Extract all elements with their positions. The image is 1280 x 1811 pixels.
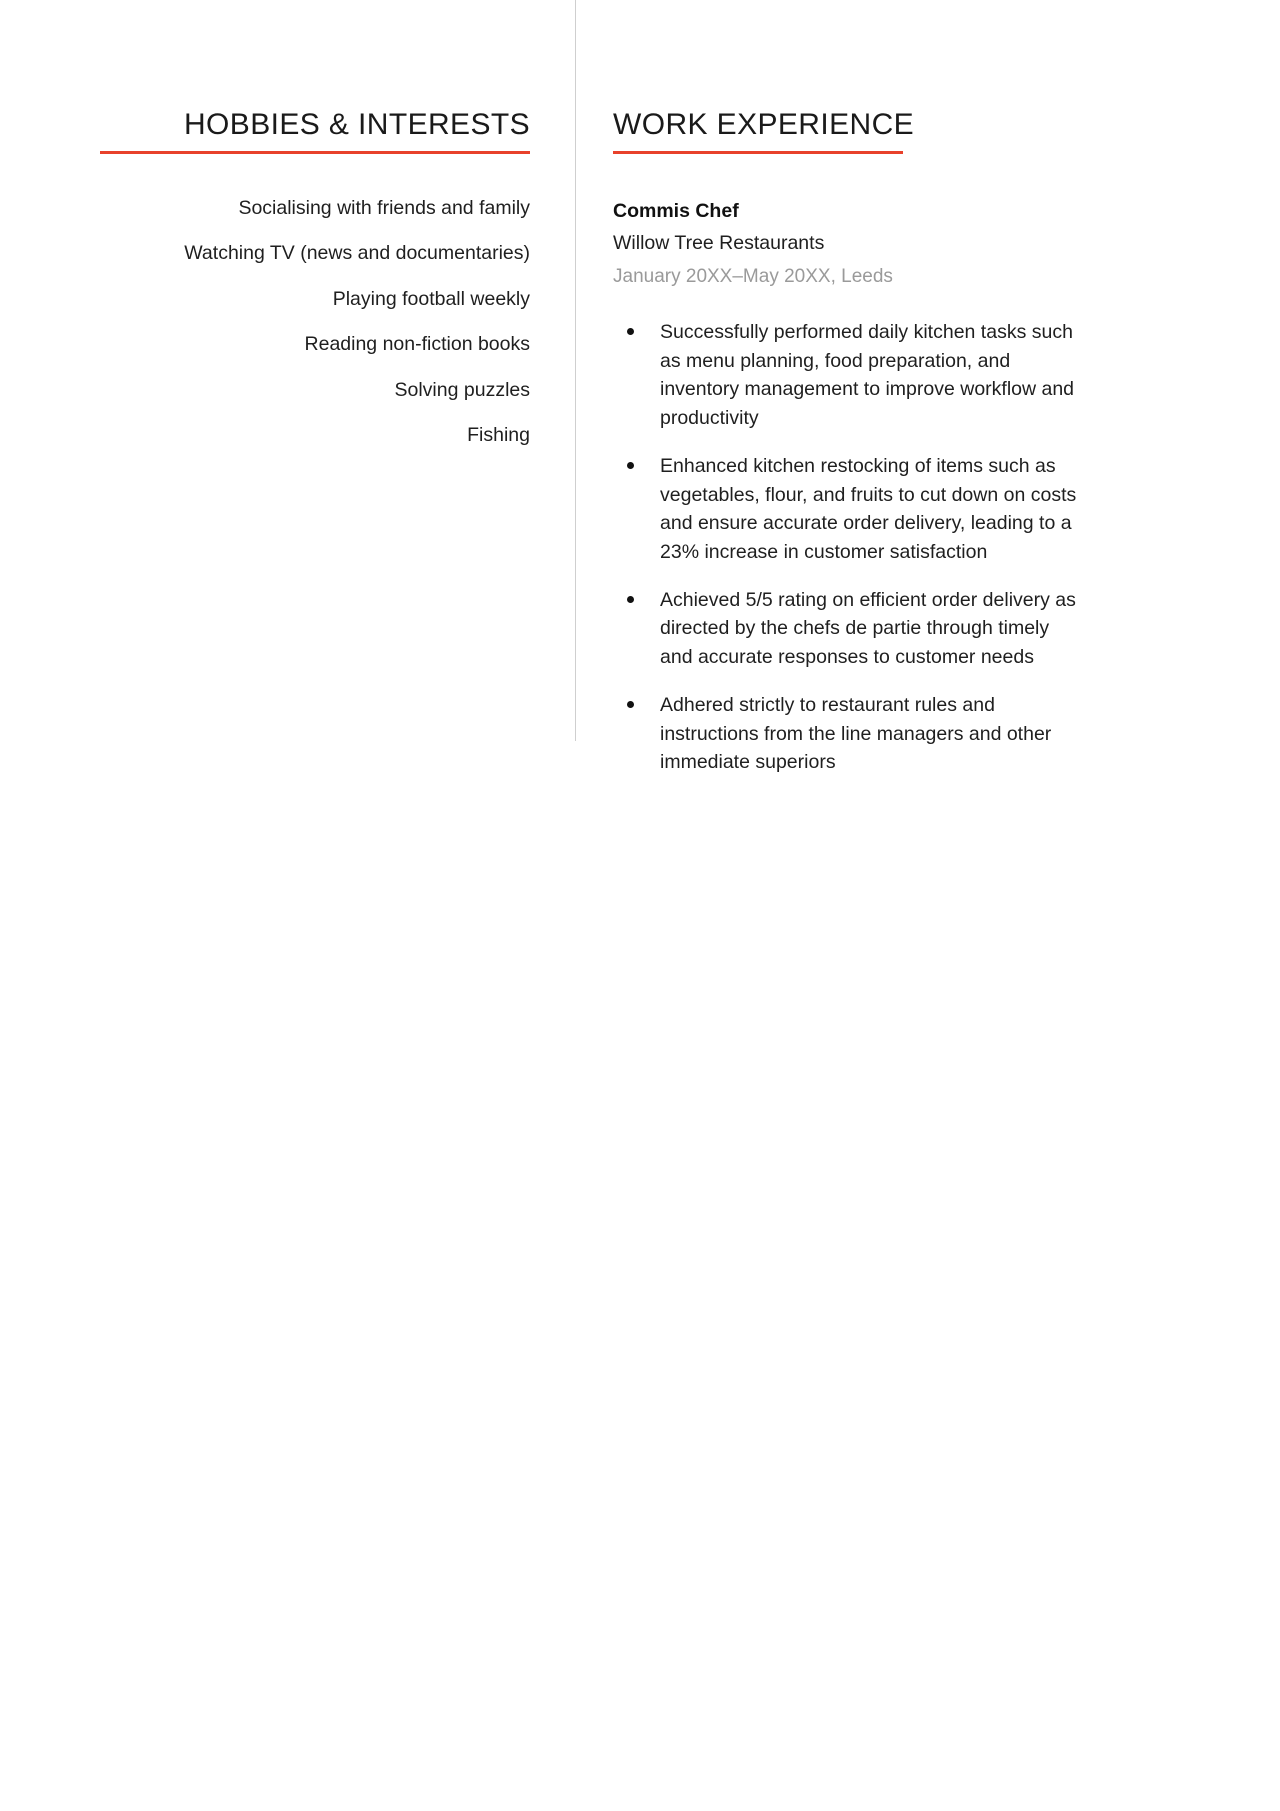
job-entry <box>613 198 1083 777</box>
hobbies-section-title: HOBBIES & INTERESTS <box>183 108 530 141</box>
job-bullet-text: Successfully performed daily kitchen tasks such as menu planning, food preparation, and inventory management to improve workflow and productivity <box>660 321 1075 429</box>
job-bullet-text: Adhered strictly to restaurant rules and instructions from the line managers and other immediate superiors <box>660 694 1052 774</box>
job-dates-location: January 20XX–May 20XX, Leeds <box>613 265 893 287</box>
list-item: Socialising with friends and family <box>238 197 530 219</box>
work-experience-section <box>613 108 1083 797</box>
bullet-dot-icon <box>627 462 634 469</box>
hobbies-list <box>100 196 530 447</box>
job-title: Commis Chef <box>613 200 739 222</box>
job-bullet-list <box>613 318 1083 777</box>
work-experience-title-underline <box>613 151 903 154</box>
job-bullet <box>613 452 1083 566</box>
list-item: Watching TV (news and documentaries) <box>184 242 530 265</box>
job-bullet <box>613 586 1083 671</box>
list-item: Solving puzzles <box>394 378 530 401</box>
bullet-dot-icon <box>627 701 634 708</box>
hobbies-section <box>100 108 530 468</box>
bullet-dot-icon <box>627 596 634 603</box>
list-item: Reading non-fiction books <box>304 333 530 356</box>
hobbies-title-underline <box>100 151 530 154</box>
job-bullet <box>613 318 1083 432</box>
column-divider <box>575 0 576 741</box>
job-bullet <box>613 691 1083 776</box>
list-item: Playing football weekly <box>332 287 530 310</box>
job-bullet-text: Achieved 5/5 rating on efficient order delivery as directed by the chefs de partie through timely and accurate responses to customer needs <box>660 589 1076 668</box>
bullet-dot-icon <box>627 328 634 335</box>
job-bullet-text: Enhanced kitchen restocking of items such as vegetables, flour, and fruits to cut down on costs and ensure accurate order delivery, leading to a 23% increase in customer satisfaction <box>660 455 1077 563</box>
job-company: Willow Tree Restaurants <box>613 232 825 255</box>
list-item: Fishing <box>467 423 530 446</box>
work-experience-section-title: WORK EXPERIENCE <box>613 108 915 141</box>
